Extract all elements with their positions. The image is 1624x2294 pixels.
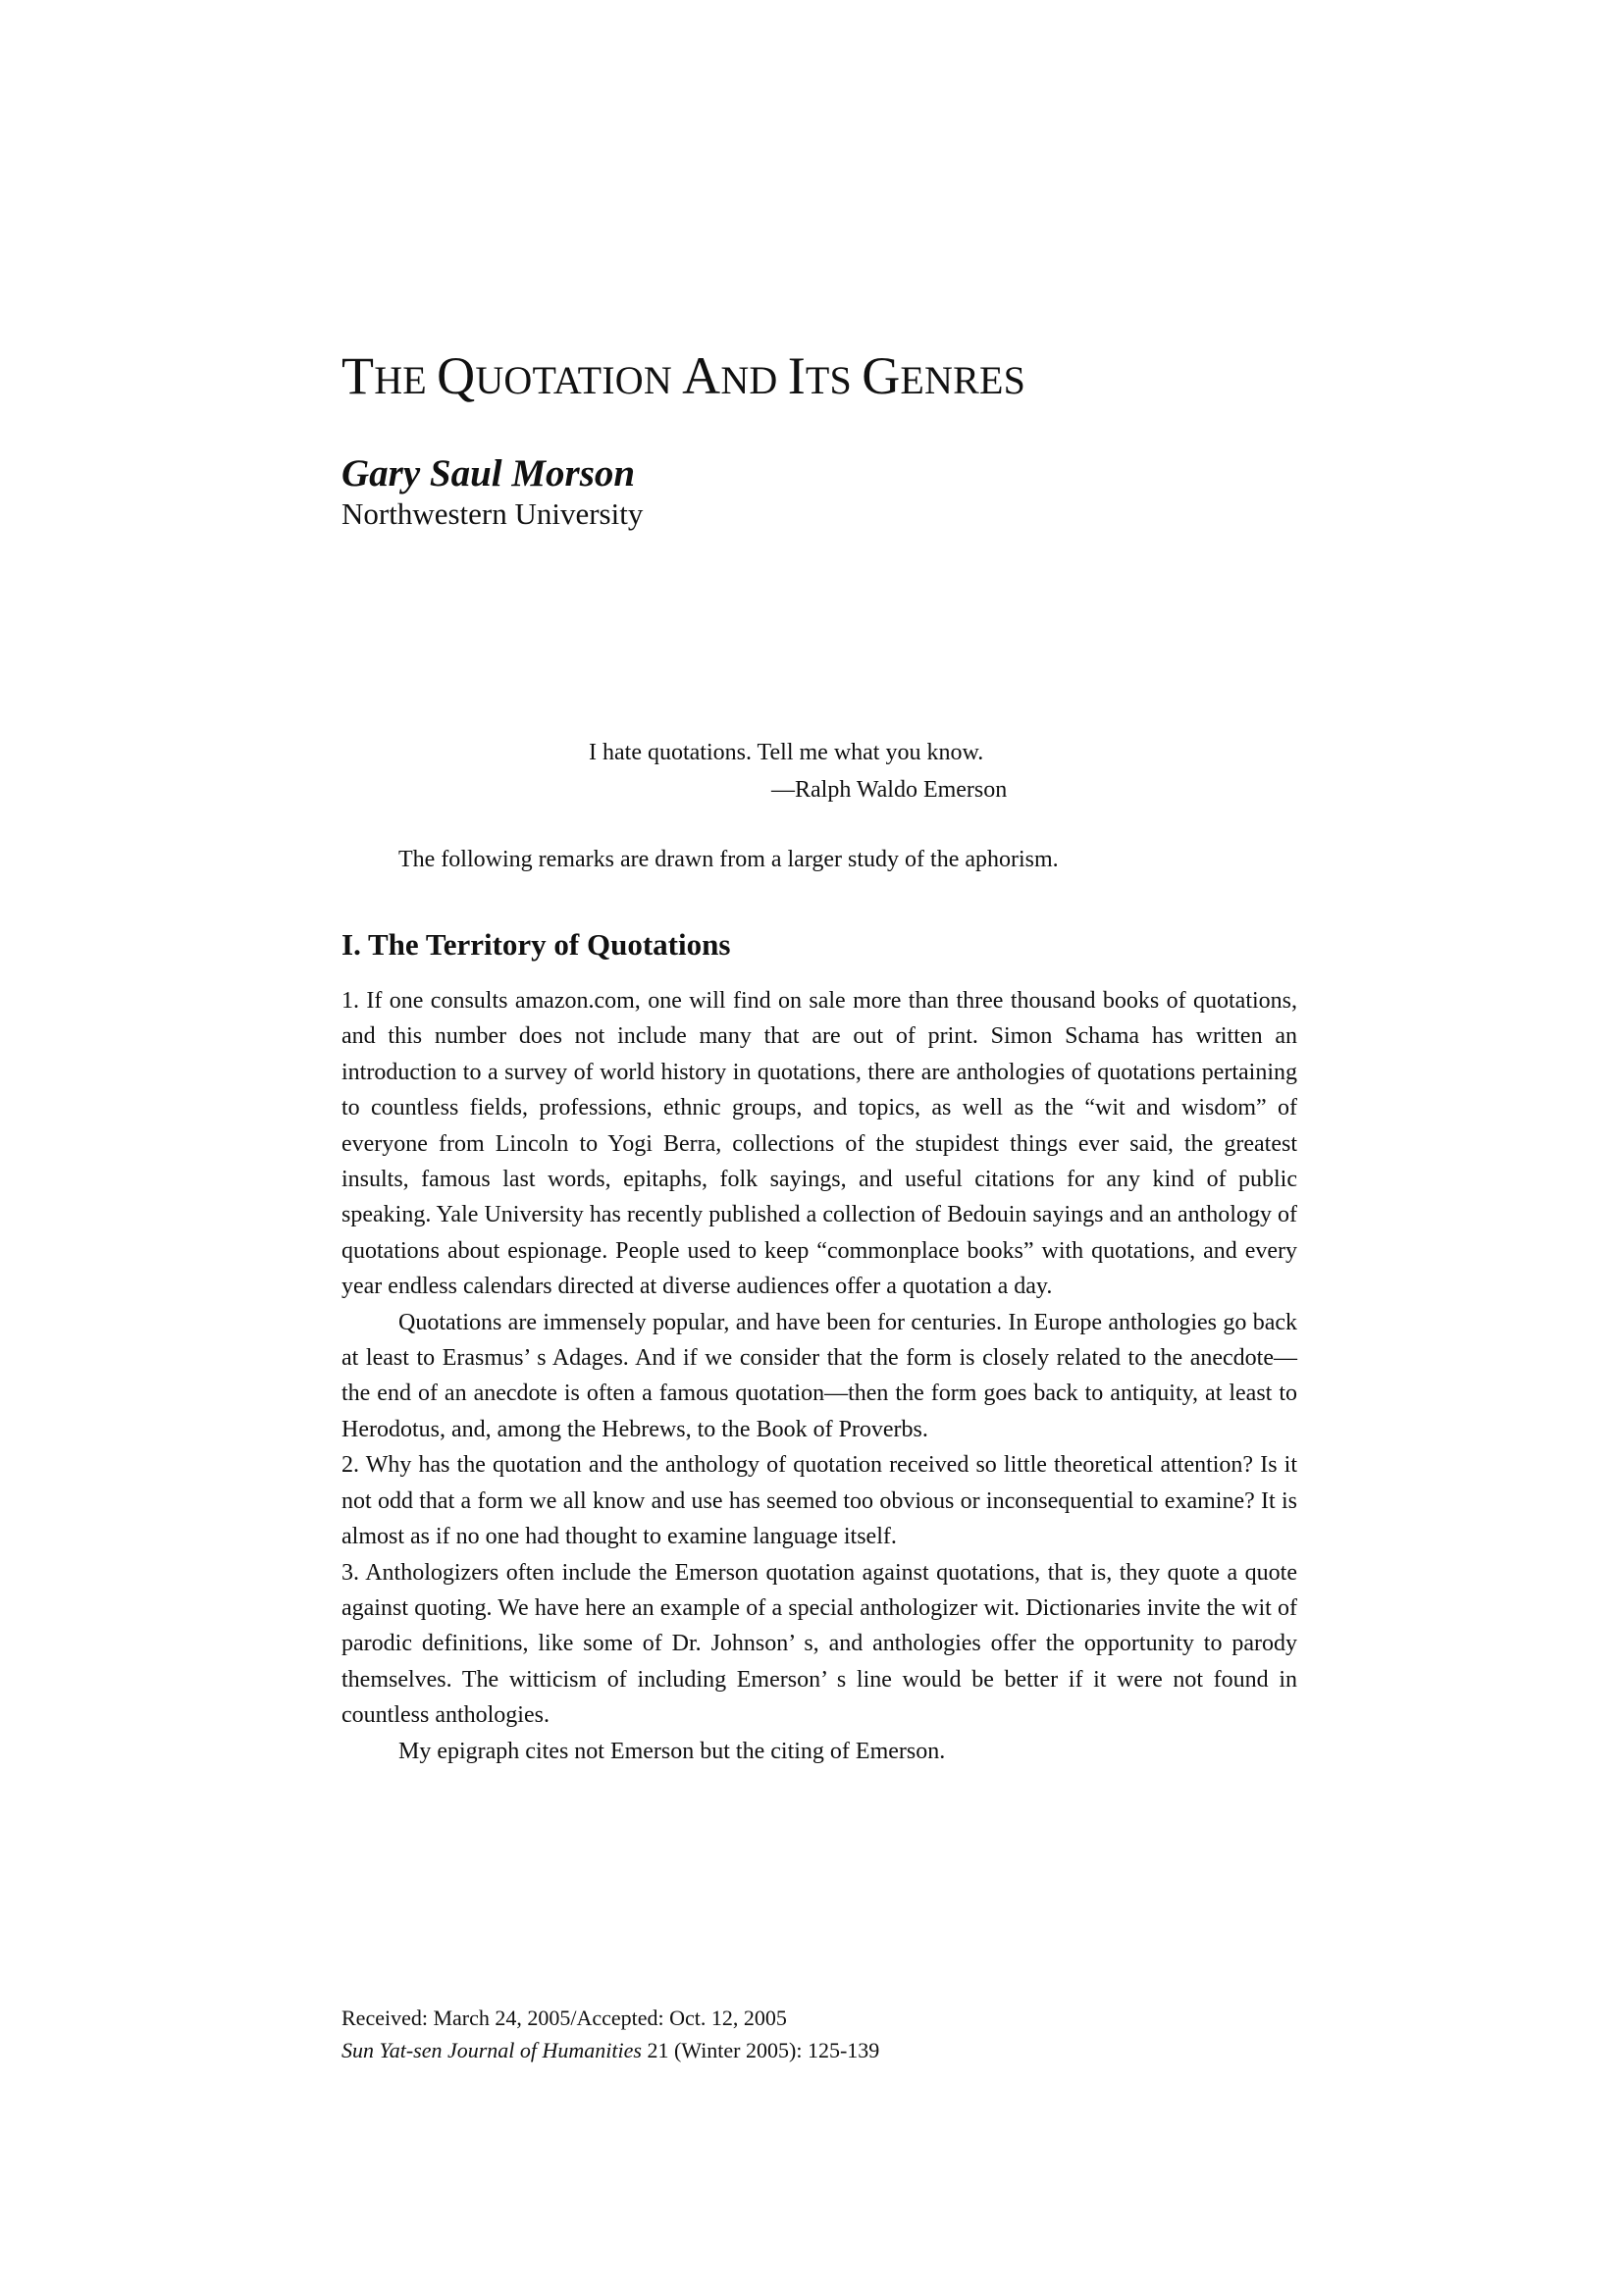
epigraph-attribution: —Ralph Waldo Emerson: [771, 777, 1008, 803]
title-smallcaps: ND: [720, 358, 778, 402]
title-smallcaps: TS: [805, 358, 852, 402]
journal-volume-pages: 21 (Winter 2005): 125-139: [641, 2038, 880, 2062]
title-initial: T: [341, 346, 375, 405]
author-name: Gary Saul Morson: [341, 452, 636, 495]
publication-footer: [341, 2002, 879, 2066]
title-smallcaps: HE: [374, 358, 427, 402]
body-paragraph: 3. Anthologizers often include the Emerson quotation against quotations, that is, they quote a quote against quoting. We have here an example of a special anthologizer wit. Dictionaries invite the wit of parodic definitions, like some of Dr. Johnson’ s, and anthologies offer the opportunity to parody themselves. The witticism of including Emerson’ s line would be better if it were not found in countless anthologies.: [341, 1559, 1297, 1729]
title-smallcaps: ENRES: [900, 358, 1026, 402]
title-initial: Q: [437, 346, 476, 405]
prefatory-note: The following remarks are drawn from a larger study of the aphorism.: [398, 847, 1059, 872]
journal-name: Sun Yat-sen Journal of Humanities: [341, 2038, 642, 2062]
section-heading: I. The Territory of Quotations: [341, 927, 731, 962]
epigraph-quote: I hate quotations. Tell me what you know.: [589, 740, 984, 765]
title-initial: A: [682, 346, 721, 405]
title-initial: G: [862, 346, 901, 405]
author-affiliation: Northwestern University: [341, 496, 644, 531]
section-body: [341, 983, 1297, 1769]
title-initial: I: [787, 346, 806, 405]
body-paragraph: 2. Why has the quotation and the anthology of quotation received so little theoretical attention? Is it not odd that a form we all know and use has seemed too obvious or inconsequential to examine? It is almost as if no one had thought to examine language itself.: [341, 1452, 1297, 1550]
received-accepted-dates: Received: March 24, 2005/Accepted: Oct. 12, 2005: [341, 2006, 787, 2030]
body-paragraph: 1. If one consults amazon.com, one will find on sale more than three thousand books of quotations, and this number does not include many that are out of print. Simon Schama has written an introduction to a survey of world history in quotations, there are anthologies of quotations pertaining to countless fields, professions, ethnic groups, and topics, as well as the “wit and wisdom” of everyone from Lincoln to Yogi Berra, collections of the stupidest things ever said, the greatest insults, famous last words, epitaphs, folk sayings, and useful citations for any kind of public speaking. Yale University has recently published a collection of Bedouin sayings and an anthology of quotations about espionage. People used to keep “commonplace books” with quotations, and every year endless calendars directed at diverse audiences offer a quotation a day.: [341, 988, 1297, 1300]
title-smallcaps: UOTATION: [475, 358, 672, 402]
journal-citation-line: [341, 2034, 879, 2066]
body-paragraph: Quotations are immensely popular, and have been for centuries. In Europe anthologies go back at least to Erasmus’ s Adages. And if we consider that the form is closely related to the anecdote—the end of an anecdote is often a famous quotation—then the form goes back to antiquity, at least to Herodotus, and, among the Hebrews, to the Book of Proverbs.: [341, 1309, 1297, 1442]
body-paragraph: My epigraph cites not Emerson but the citing of Emerson.: [398, 1738, 946, 1764]
paper-title: [341, 347, 1025, 405]
